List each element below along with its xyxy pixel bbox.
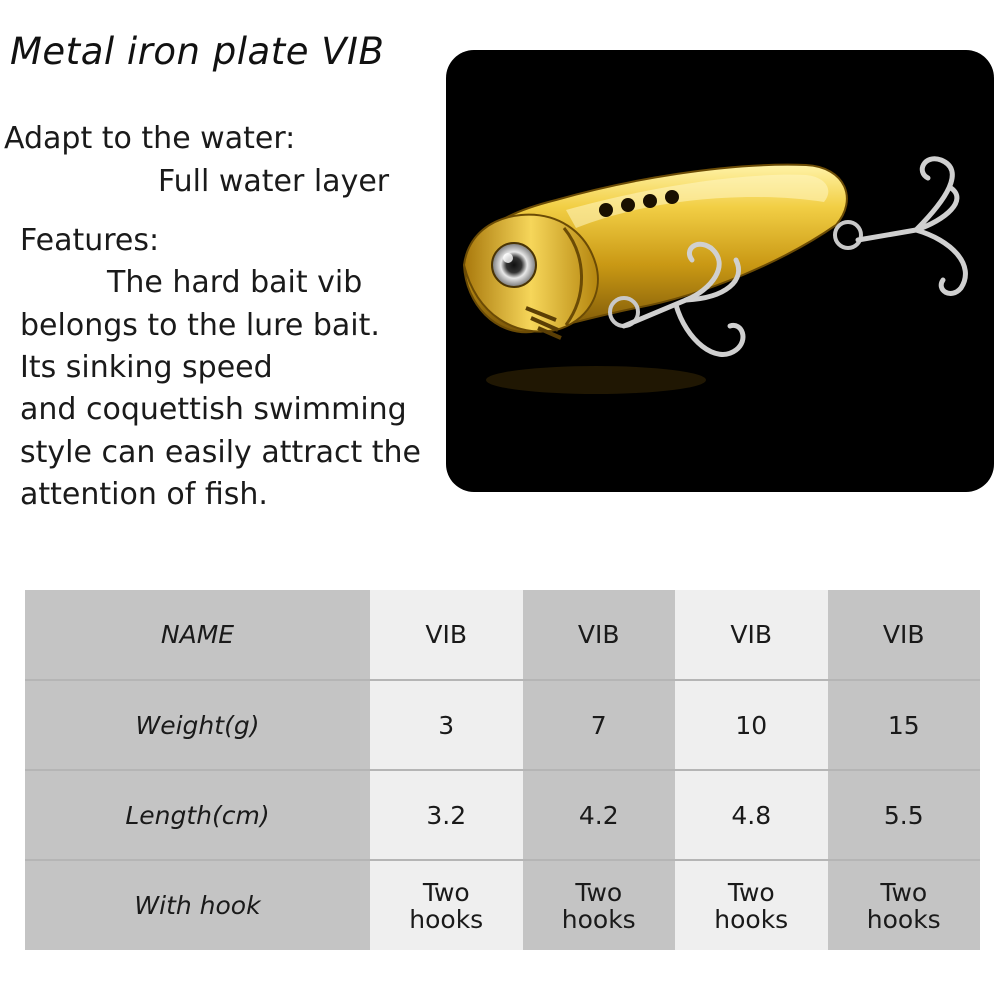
product-photo xyxy=(446,50,994,492)
tail-split-ring xyxy=(835,222,861,248)
hook-unit: hooks xyxy=(561,904,636,934)
features-line: belongs to the lure bait. xyxy=(20,308,380,343)
hook-count: Two xyxy=(422,877,470,907)
table-cell: 4.2 xyxy=(523,770,676,860)
adapt-value: Full water layer xyxy=(158,164,390,199)
features-line: The hard bait vib xyxy=(107,265,363,300)
hook-count: Two xyxy=(880,877,928,907)
features-line: Its sinking speed xyxy=(20,350,273,385)
row-label: Length(cm) xyxy=(25,770,370,860)
table-row xyxy=(25,770,980,860)
table-cell: 3.2 xyxy=(370,770,523,860)
spec-table xyxy=(25,590,980,950)
table-cell: 15 xyxy=(828,680,981,770)
hook-unit: hooks xyxy=(714,904,789,934)
vib-lure-illustration xyxy=(446,50,994,492)
table-row xyxy=(25,680,980,770)
table-cell: VIB xyxy=(370,590,523,680)
table-row xyxy=(25,590,980,680)
adapt-label: Adapt to the water: xyxy=(4,121,296,156)
table-cell: VIB xyxy=(675,590,828,680)
table-cell: 7 xyxy=(523,680,676,770)
features-line: and coquettish swimming xyxy=(20,392,407,427)
table-cell: VIB xyxy=(523,590,676,680)
lure-eye-glint xyxy=(503,253,513,263)
table-cell: 3 xyxy=(370,680,523,770)
table-cell: VIB xyxy=(828,590,981,680)
hook-count: Two xyxy=(727,877,775,907)
hook-unit: hooks xyxy=(866,904,941,934)
tail-treble-hook xyxy=(858,159,965,294)
page-title: Metal iron plate VIB xyxy=(10,30,385,73)
table-row xyxy=(25,860,980,950)
table-cell: 10 xyxy=(675,680,828,770)
lure-reflection xyxy=(486,366,706,394)
lure-hole xyxy=(643,194,657,208)
table-cell: 5.5 xyxy=(828,770,981,860)
table-cell xyxy=(828,860,981,950)
row-label: NAME xyxy=(25,590,370,680)
row-label: Weight(g) xyxy=(25,680,370,770)
row-label: With hook xyxy=(25,860,370,950)
table-cell xyxy=(523,860,676,950)
hook-unit: hooks xyxy=(409,904,484,934)
table-cell xyxy=(675,860,828,950)
lure-hole xyxy=(599,203,613,217)
hook-count: Two xyxy=(575,877,623,907)
features-label: Features: xyxy=(20,223,160,258)
features-line: style can easily attract the xyxy=(20,435,421,470)
table-cell xyxy=(370,860,523,950)
lure-hole xyxy=(665,190,679,204)
table-cell: 4.8 xyxy=(675,770,828,860)
lure-eye xyxy=(492,243,536,287)
features-line: attention of fish. xyxy=(20,477,268,512)
lure-hole xyxy=(621,198,635,212)
